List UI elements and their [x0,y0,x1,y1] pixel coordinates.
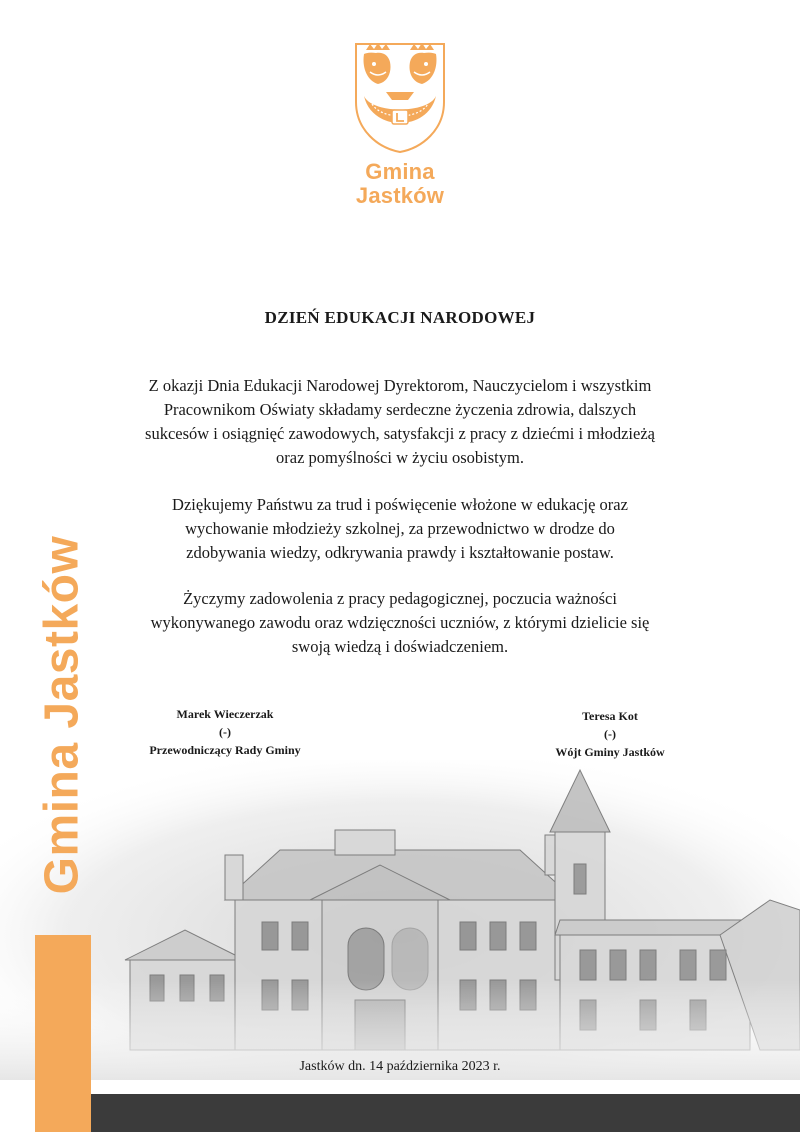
paragraph-line: wychowanie młodzieży szkolnej, za przewodnictwo w drodze do [185,519,615,538]
signature-council-chair [110,705,340,759]
manor-house-sketch [0,760,800,1080]
paragraph-line: oraz pomyślności w życiu osobistym. [276,448,524,467]
vertical-brand [35,530,89,900]
signature-mark: (-) [604,727,616,741]
signature-mark: (-) [219,725,231,739]
paragraph-line: Dziękujemy Państwu za trud i poświęcenie włożone w edukację oraz [172,495,628,514]
document-date: Jastków dn. 14 października 2023 r. [299,1059,501,1074]
coat-of-arms-icon [352,40,448,156]
signature-role: Wójt Gminy Jastków [555,745,665,759]
signature-name: Teresa Kot [582,709,638,723]
paragraph-line: swoją wiedzą i doświadczeniem. [291,637,509,656]
paragraph-line: wykonywanego zawodu oraz wdzięczności uczniów, z którymi dzielicie się [150,613,650,632]
paragraph-line: zdobywania wiedzy, odkrywania prawdy i kształtowanie postaw. [186,543,614,562]
signature-mayor [495,707,725,761]
paragraph-line: Życzymy zadowolenia z pracy pedagogicznej, poczucia ważności [183,589,617,608]
paragraph-line: sukcesów i osiągnięć zawodowych, satysfakcji z pracy z dziećmi i młodzieżą [145,424,655,443]
signature-name: Marek Wieczerzak [176,707,274,721]
document-title: DZIEŃ EDUKACJI NARODOWEJ [264,308,536,327]
vertical-brand-text: Gmina Jastków [35,535,89,895]
logo-word-jastkow: Jastków [355,183,445,208]
paragraph-1 [100,374,700,470]
paragraph-line: Pracownikom Oświaty składamy serdeczne życzenia zdrowia, dalszych [163,400,637,419]
signature-role: Przewodniczący Rady Gminy [149,743,301,757]
logo-word-gmina: Gmina [365,159,435,184]
paragraph-2 [100,493,700,565]
orange-accent-bar [35,935,91,1132]
footer-bar [91,1094,800,1132]
paragraph-line: Z okazji Dnia Edukacji Narodowej Dyrektorom, Nauczycielom i wszystkim [148,376,652,395]
paragraph-3 [100,587,700,659]
